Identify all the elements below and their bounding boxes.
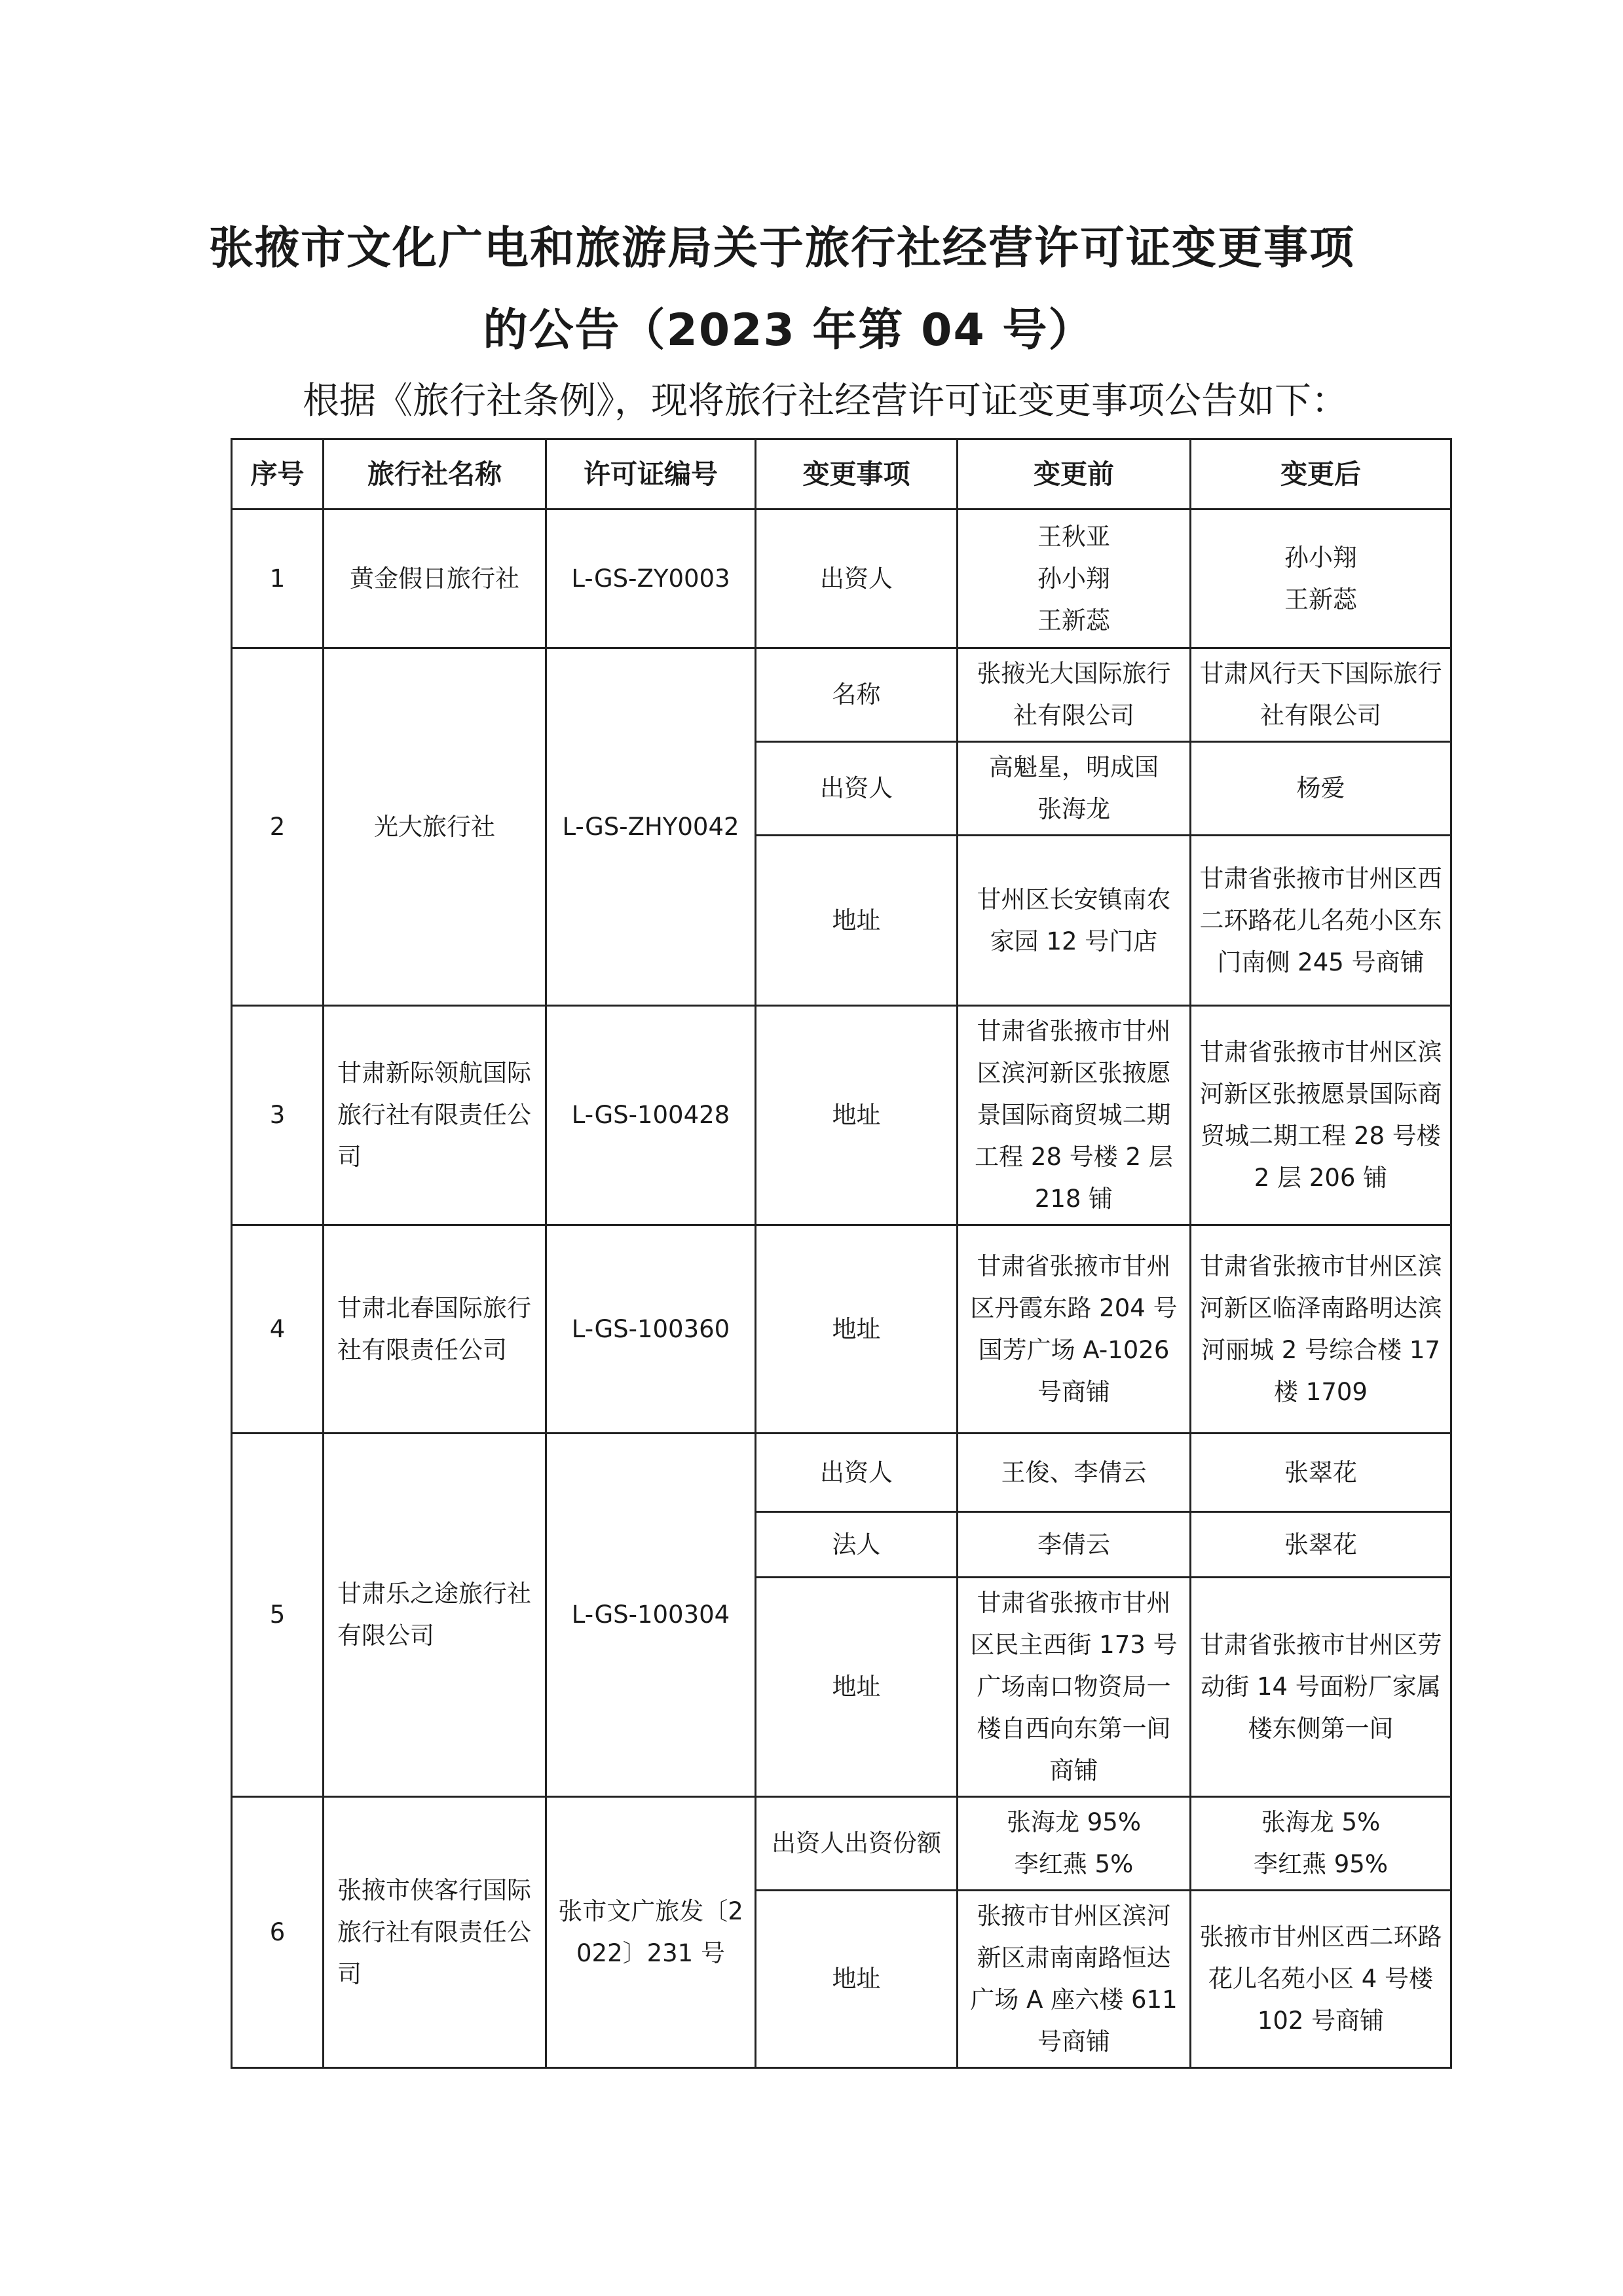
value-before: 甘州区长安镇南农家园 12 号门店: [958, 836, 1191, 1006]
row-number: 4: [232, 1225, 324, 1434]
change-item: 地址: [756, 836, 958, 1006]
change-table: [231, 438, 1452, 2069]
agency-name: 甘肃北春国际旅行社有限责任公司: [324, 1225, 546, 1434]
change-item: 出资人: [756, 1434, 958, 1512]
value-after: 张翠花: [1191, 1434, 1451, 1512]
row-number: 2: [232, 648, 324, 1006]
value-before: 甘肃省张掖市甘州区滨河新区张掖愿景国际商贸城二期工程 28 号楼 2 层 218 铺: [958, 1006, 1191, 1225]
header-cell-after: 变更后: [1191, 439, 1451, 509]
notice-title-line1: 张掖市文化广电和旅游局关于旅行社经营许可证变更事项: [208, 223, 1355, 274]
change-item: 出资人: [756, 742, 958, 836]
value-after: 张掖市甘州区西二环路花儿名苑小区 4 号楼 102 号商铺: [1191, 1891, 1451, 2068]
value-before: 王俊、李倩云: [958, 1434, 1191, 1512]
value-after: 张翠花: [1191, 1512, 1451, 1578]
table-header-row: [232, 439, 1451, 509]
table-row: [232, 1434, 1451, 1512]
value-after: 甘肃省张掖市甘州区西二环路花儿名苑小区东门南侧 245 号商铺: [1191, 836, 1451, 1006]
value-after: 张海龙 5% 李红燕 95%: [1191, 1797, 1451, 1891]
change-item: 法人: [756, 1512, 958, 1578]
row-number: 6: [232, 1797, 324, 2068]
value-after: 孙小翔 王新蕊: [1191, 509, 1451, 648]
notice-title-line2: 的公告（2023 年第 04 号）: [483, 305, 1094, 356]
header-cell-item: 变更事项: [756, 439, 958, 509]
value-before: 王秋亚 孙小翔 王新蕊: [958, 509, 1191, 648]
agency-name: 甘肃乐之途旅行社有限公司: [324, 1434, 546, 1797]
table-row: [232, 509, 1451, 648]
license-number: L-GS-100304: [546, 1434, 756, 1797]
table-row: [232, 1006, 1451, 1225]
row-number: 1: [232, 509, 324, 648]
row-number: 3: [232, 1006, 324, 1225]
change-item: 地址: [756, 1891, 958, 2068]
value-before: 张掖市甘州区滨河新区肃南南路恒达广场 A 座六楼 611 号商铺: [958, 1891, 1191, 2068]
agency-name: 甘肃新际领航国际旅行社有限责任公司: [324, 1006, 546, 1225]
table-row: [232, 1225, 1451, 1434]
license-number: L-GS-100360: [546, 1225, 756, 1434]
agency-name: 黄金假日旅行社: [324, 509, 546, 648]
value-before: 李倩云: [958, 1512, 1191, 1578]
value-after: 甘肃风行天下国际旅行社有限公司: [1191, 648, 1451, 742]
change-item: 地址: [756, 1578, 958, 1797]
change-item: 名称: [756, 648, 958, 742]
header-cell-no: 序号: [232, 439, 324, 509]
value-before: 张海龙 95% 李红燕 5%: [958, 1797, 1191, 1891]
license-number: L-GS-100428: [546, 1006, 756, 1225]
table-row: [232, 1797, 1451, 1891]
intro-paragraph: 根据《旅行社条例》，现将旅行社经营许可证变更事项公告如下：: [303, 380, 1348, 422]
license-number: L-GS-ZY0003: [546, 509, 756, 648]
value-after: 甘肃省张掖市甘州区滨河新区张掖愿景国际商贸城二期工程 28 号楼 2 层 206 铺: [1191, 1006, 1451, 1225]
value-before: 甘肃省张掖市甘州区民主西街 173 号广场南口物资局一楼自西向东第一间商铺: [958, 1578, 1191, 1797]
value-after: 甘肃省张掖市甘州区滨河新区临泽南路明达滨河丽城 2 号综合楼 17 楼 1709: [1191, 1225, 1451, 1434]
header-cell-name: 旅行社名称: [324, 439, 546, 509]
license-number: 张市文广旅发〔2022〕231 号: [546, 1797, 756, 2068]
table-row: [232, 648, 1451, 742]
value-before: 张掖光大国际旅行社有限公司: [958, 648, 1191, 742]
agency-name: 光大旅行社: [324, 648, 546, 1006]
value-after: 杨爱: [1191, 742, 1451, 836]
change-item: 地址: [756, 1006, 958, 1225]
table-body: [232, 509, 1451, 2068]
change-item: 地址: [756, 1225, 958, 1434]
change-item: 出资人出资份额: [756, 1797, 958, 1891]
change-item: 出资人: [756, 509, 958, 648]
value-after: 甘肃省张掖市甘州区劳动街 14 号面粉厂家属楼东侧第一间: [1191, 1578, 1451, 1797]
agency-name: 张掖市侠客行国际旅行社有限责任公司: [324, 1797, 546, 2068]
value-before: 甘肃省张掖市甘州区丹霞东路 204 号国芳广场 A-1026 号商铺: [958, 1225, 1191, 1434]
header-cell-license: 许可证编号: [546, 439, 756, 509]
row-number: 5: [232, 1434, 324, 1797]
header-cell-before: 变更前: [958, 439, 1191, 509]
value-before: 高魁星，明成国 张海龙: [958, 742, 1191, 836]
license-number: L-GS-ZHY0042: [546, 648, 756, 1006]
